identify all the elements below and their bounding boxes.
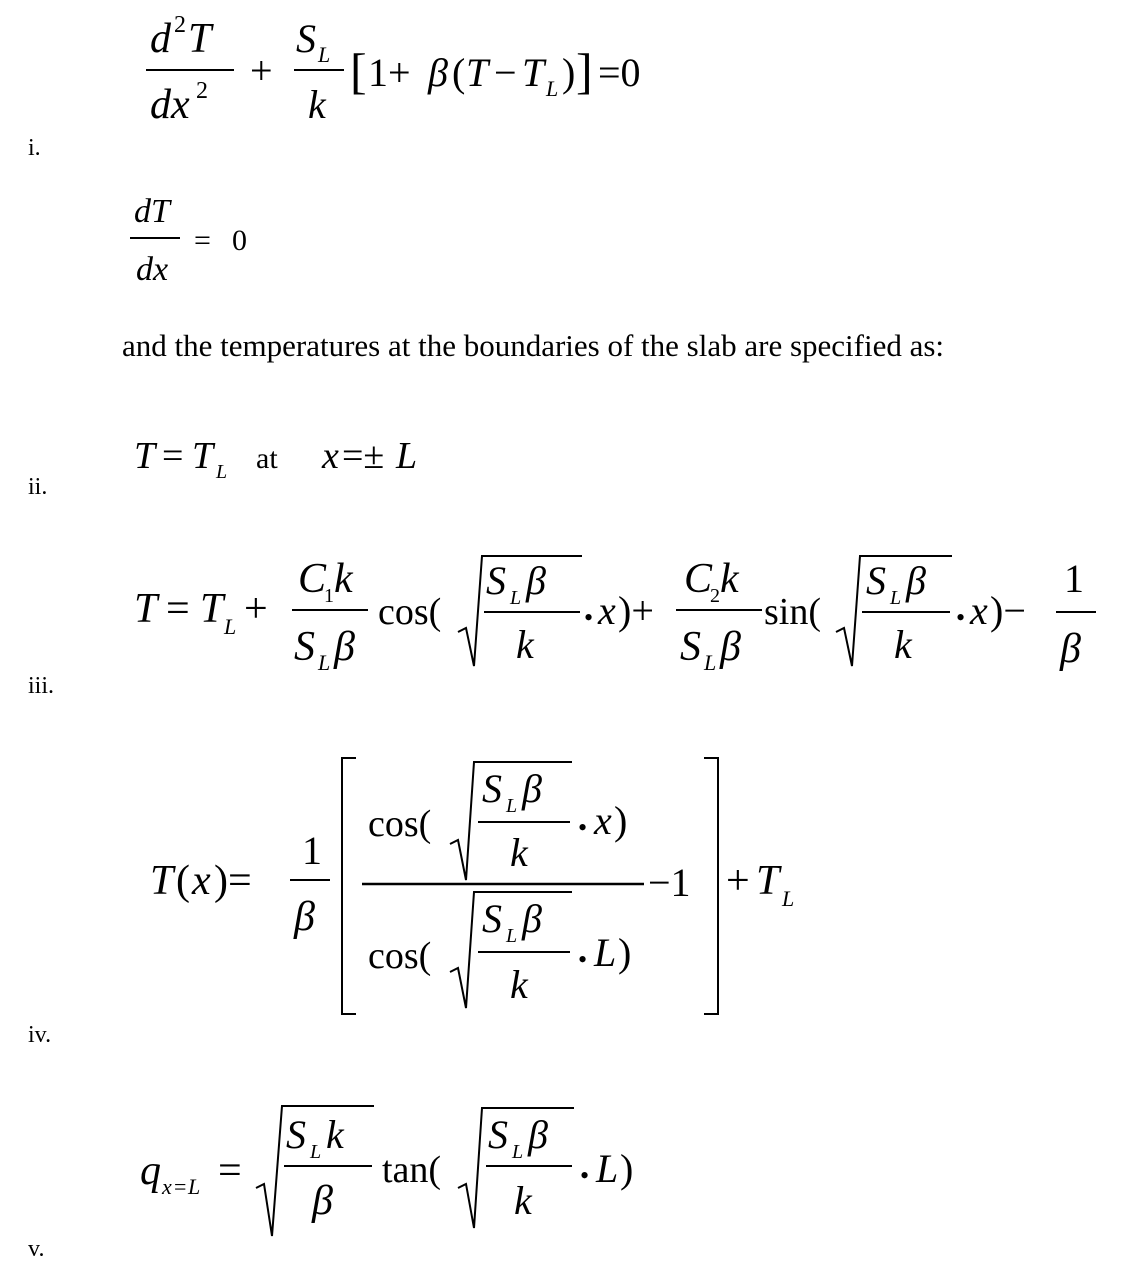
svg-text:k: k [516,622,534,667]
svg-text:x: x [192,858,211,904]
one-iv: 1 [302,828,322,873]
svg-text:S: S [866,558,886,603]
tan-word-v: tan( [382,1149,442,1191]
one-iii: 1 [1064,556,1084,601]
equation-iv [150,758,794,1014]
svg-text:L: L [512,1141,524,1163]
svg-text:−: − [494,50,517,95]
svg-text:+: + [726,858,750,904]
svg-text:C: C [298,556,327,602]
svg-text:S: S [482,896,502,941]
svg-text:k: k [720,556,739,602]
svg-text:dx: dx [150,82,190,128]
svg-text:): ) [614,798,628,843]
svg-text:L: L [396,435,418,477]
svg-text:=: = [194,224,211,257]
svg-text:)=: )= [214,858,252,904]
svg-text:x: x [598,588,616,633]
zero-value: 0 [232,224,247,257]
svg-text:β: β [334,624,355,670]
svg-text:S: S [488,1112,508,1157]
label-ii: ii. [28,474,48,500]
svg-text:2: 2 [710,585,720,607]
svg-text:=: = [166,586,190,632]
svg-text:x: x [322,435,339,477]
svg-text:L: L [506,795,518,817]
at-word: at [256,442,278,475]
svg-text:): ) [620,1146,634,1191]
label-iv: iv. [28,1022,52,1048]
svg-text:S: S [680,624,701,670]
svg-text:k: k [514,1178,532,1223]
svg-text:=: = [218,1148,242,1194]
svg-text:x: x [970,588,988,633]
equation-dtdx [130,193,247,288]
svg-text:β: β [312,1178,333,1224]
svg-text:T: T [200,586,224,632]
svg-text:L: L [506,925,518,947]
svg-text:=±: =± [342,435,385,477]
svg-text:d: d [150,16,171,62]
svg-text:)−: )− [990,588,1026,633]
svg-text:(: ( [176,858,190,904]
svg-text:=: = [174,1174,187,1199]
svg-text:2: 2 [196,78,208,104]
svg-text:]: ] [576,43,593,99]
label-i: i. [28,135,41,161]
svg-text:=: = [162,435,184,477]
svg-text:C: C [684,556,713,602]
svg-text:T: T [522,50,545,95]
svg-text:β: β [294,894,315,940]
equation-iii [134,556,1096,675]
svg-text:dx: dx [136,251,169,288]
svg-text:S: S [286,1112,306,1157]
svg-text:2: 2 [174,12,186,38]
svg-text:β: β [428,50,448,95]
svg-text:T: T [134,435,156,477]
cos-word-iv-bottom: cos( [368,935,432,977]
svg-text:1: 1 [324,585,334,607]
svg-text:): ) [562,50,576,95]
svg-text:k: k [894,622,912,667]
svg-text:β: β [906,558,926,603]
svg-text:L: L [704,650,717,675]
svg-text:[: [ [350,43,367,99]
svg-text:): ) [618,930,632,975]
svg-text:S: S [296,16,316,61]
svg-text:+: + [244,586,268,632]
boundary-sentence: and the temperatures at the boundaries of the slab are specified as: [122,328,945,363]
svg-text:β: β [720,624,741,670]
svg-text:(: ( [452,50,466,95]
svg-text:T: T [756,858,780,904]
svg-text:T: T [134,586,158,632]
svg-text:T: T [188,16,212,62]
cos-word-iii: cos( [378,591,442,633]
svg-text:S: S [482,766,502,811]
svg-text:=0: =0 [598,50,641,95]
svg-text:β: β [1060,626,1081,672]
svg-text:L: L [318,42,331,67]
svg-text:T: T [466,50,489,95]
svg-text:−1: −1 [648,860,691,905]
cos-word-iv-top: cos( [368,803,432,845]
svg-text:β: β [522,766,542,811]
svg-text:•: • [578,945,588,974]
svg-text:k: k [326,1112,344,1157]
svg-text:)+: )+ [618,588,654,633]
svg-text:L: L [890,587,902,609]
svg-text:x: x [594,798,612,843]
svg-text:q: q [140,1148,161,1194]
label-iii: iii. [28,673,55,699]
svg-text:S: S [486,558,506,603]
svg-text:•: • [584,603,594,632]
svg-text:k: k [510,962,528,1007]
svg-text:L: L [510,587,522,609]
svg-text:S: S [294,624,315,670]
svg-text:L: L [546,76,559,101]
svg-text:β: β [526,558,546,603]
svg-text:x: x [162,1174,172,1199]
svg-text:k: k [334,556,353,602]
svg-text:k: k [510,830,528,875]
equation-ii [134,435,417,483]
svg-text:•: • [956,603,966,632]
svg-text:β: β [522,896,542,941]
equation-i [146,12,641,128]
svg-text:L: L [596,1146,619,1191]
svg-text:k: k [308,82,326,127]
svg-text:•: • [580,1161,590,1190]
svg-text:L: L [188,1174,201,1199]
svg-text:L: L [318,650,331,675]
svg-text:+: + [250,48,273,93]
svg-text:1+: 1+ [368,50,411,95]
svg-text:dT: dT [134,193,170,230]
sin-word-iii: sin( [764,591,821,633]
svg-text:β: β [528,1112,548,1157]
svg-text:T: T [150,858,174,904]
svg-text:L: L [216,461,228,483]
svg-text:L: L [310,1141,322,1163]
svg-text:L: L [224,614,237,639]
svg-text:T: T [192,435,214,477]
svg-text:L: L [594,930,617,975]
svg-text:•: • [578,813,588,842]
svg-text:L: L [782,886,795,911]
equation-v [140,1106,633,1236]
label-v: v. [28,1236,45,1262]
